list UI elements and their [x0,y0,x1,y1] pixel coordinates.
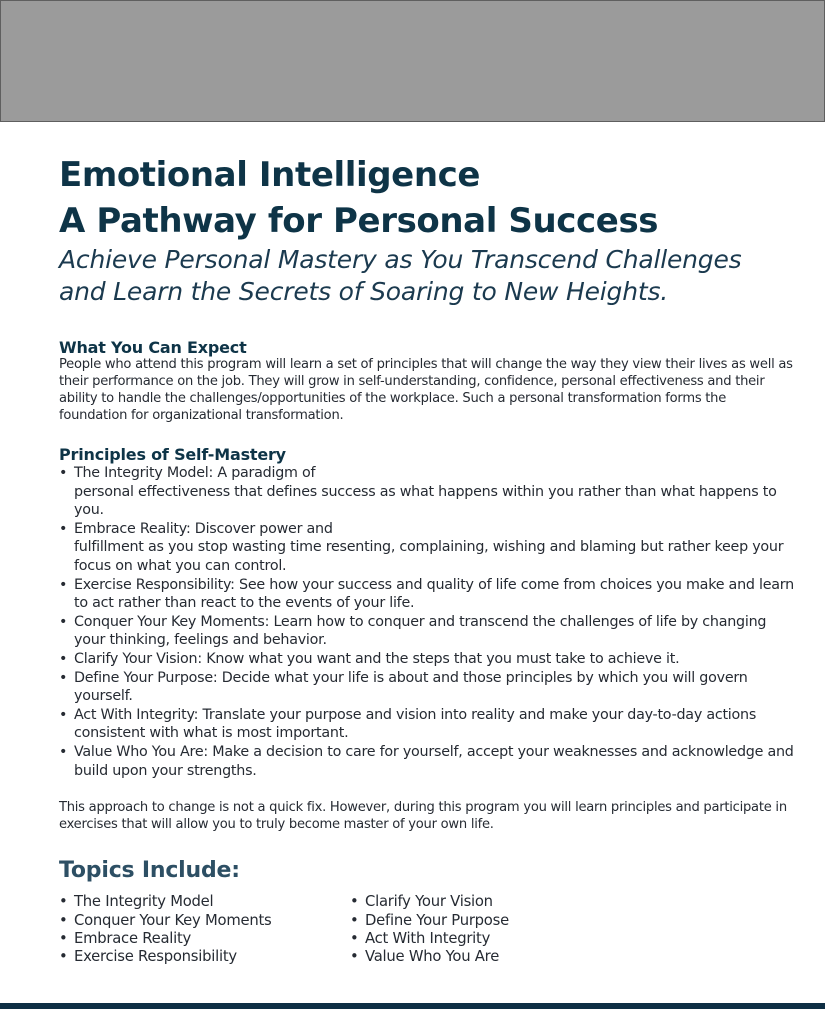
principle-rest: personal effectiveness that defines success as what happens within you rather than what happens to you. [74,483,777,519]
bullet-icon: • [59,613,68,630]
bullet-icon: • [59,576,68,593]
topic-item [350,948,641,966]
expect-heading: What You Can Expect [59,338,247,357]
bullet-icon: • [350,893,359,911]
topic-label: Clarify Your Vision [365,893,493,911]
topic-item [59,912,350,930]
bullet-icon: • [59,650,68,667]
bullet-icon: • [59,706,68,723]
principle-text: Act With Integrity: Translate your purpose and vision into reality and make your day-to-day actions consistent with what is most important. [74,706,757,742]
header-image-placeholder [0,0,825,122]
principle-text: Value Who You Are: Make a decision to care for yourself, accept your weaknesses and acknowledge and build upon your strengths. [74,743,794,779]
topics-columns [59,893,794,967]
topic-item [350,893,641,911]
principle-lead: Embrace Reality: Discover power and [74,520,333,537]
topic-label: Conquer Your Key Moments [74,911,272,929]
bullet-icon: • [59,929,68,947]
topics-list-left [59,893,350,967]
bullet-icon: • [59,520,68,537]
topic-label: Define Your Purpose [365,911,509,929]
document-body [59,152,794,967]
page-subtitle: Achieve Personal Mastery as You Transcend Challenges and Learn the Secrets of Soaring to New Heights. [59,245,742,306]
principle-text: Clarify Your Vision: Know what you want and the steps that you must take to achieve it. [74,650,680,667]
bullet-icon: • [350,911,359,929]
principle-lead: The Integrity Model: A paradigm of [74,465,316,481]
topic-item [59,930,350,948]
topic-item [350,912,641,930]
principle-text: Conquer Your Key Moments: Learn how to conquer and transcend the challenges of life by changing your thinking, feelings and behavior. [74,613,767,649]
topic-label: Value Who You Are [365,948,500,966]
topic-item [350,930,641,948]
bullet-icon: • [350,948,359,966]
topics-list-right [350,893,641,967]
topic-label: Act With Integrity [365,929,491,947]
principle-item [59,520,794,576]
topic-label: Exercise Responsibility [74,948,237,966]
footer-bar [0,1003,825,1009]
closing-paragraph: This approach to change is not a quick fix. However, during this program you will learn principles and participate in exercises that will allow you to truly become master of your own life. [59,800,787,833]
principle-item [59,669,794,706]
principle-text: Exercise Responsibility: See how your success and quality of life come from choices you make and learn to act rather than react to the events of your life. [74,576,794,612]
principle-item [59,464,794,520]
bullet-icon: • [59,669,68,686]
principles-heading: Principles of Self-Mastery [59,445,286,464]
principle-item [59,613,794,650]
principle-item [59,576,794,613]
bullet-icon: • [59,911,68,929]
title-line-2: A Pathway for Personal Success [59,201,659,241]
principle-item [59,706,794,743]
title-line-1: Emotional Intelligence [59,155,481,195]
topics-heading: Topics Include: [59,858,240,884]
topic-label: The Integrity Model [74,893,214,911]
principle-rest: fulfillment as you stop wasting time resenting, complaining, wishing and blaming but rather keep your focus on what you can control. [74,539,784,574]
topic-item [59,948,350,966]
principle-item [59,743,794,780]
bullet-icon: • [59,948,68,966]
topic-item [59,893,350,911]
principle-text: Define Your Purpose: Decide what your life is about and those principles by which you will govern yourself. [74,669,748,705]
principle-item [59,650,794,669]
principles-list [59,464,794,780]
page-title [59,152,794,244]
bullet-icon: • [59,743,68,760]
bullet-icon: • [350,929,359,947]
bullet-icon: • [59,465,68,481]
expect-paragraph: People who attend this program will learn a set of principles that will change the way they view their lives as well as their performance on the job. They will grow in self-understanding, confidence, personal effectiveness and their ability to handle the challenges/opportunities of the workplace. Such a personal transformation forms the foundation for organizational transformation. [59,357,793,423]
bullet-icon: • [59,893,68,911]
topic-label: Embrace Reality [74,929,192,947]
